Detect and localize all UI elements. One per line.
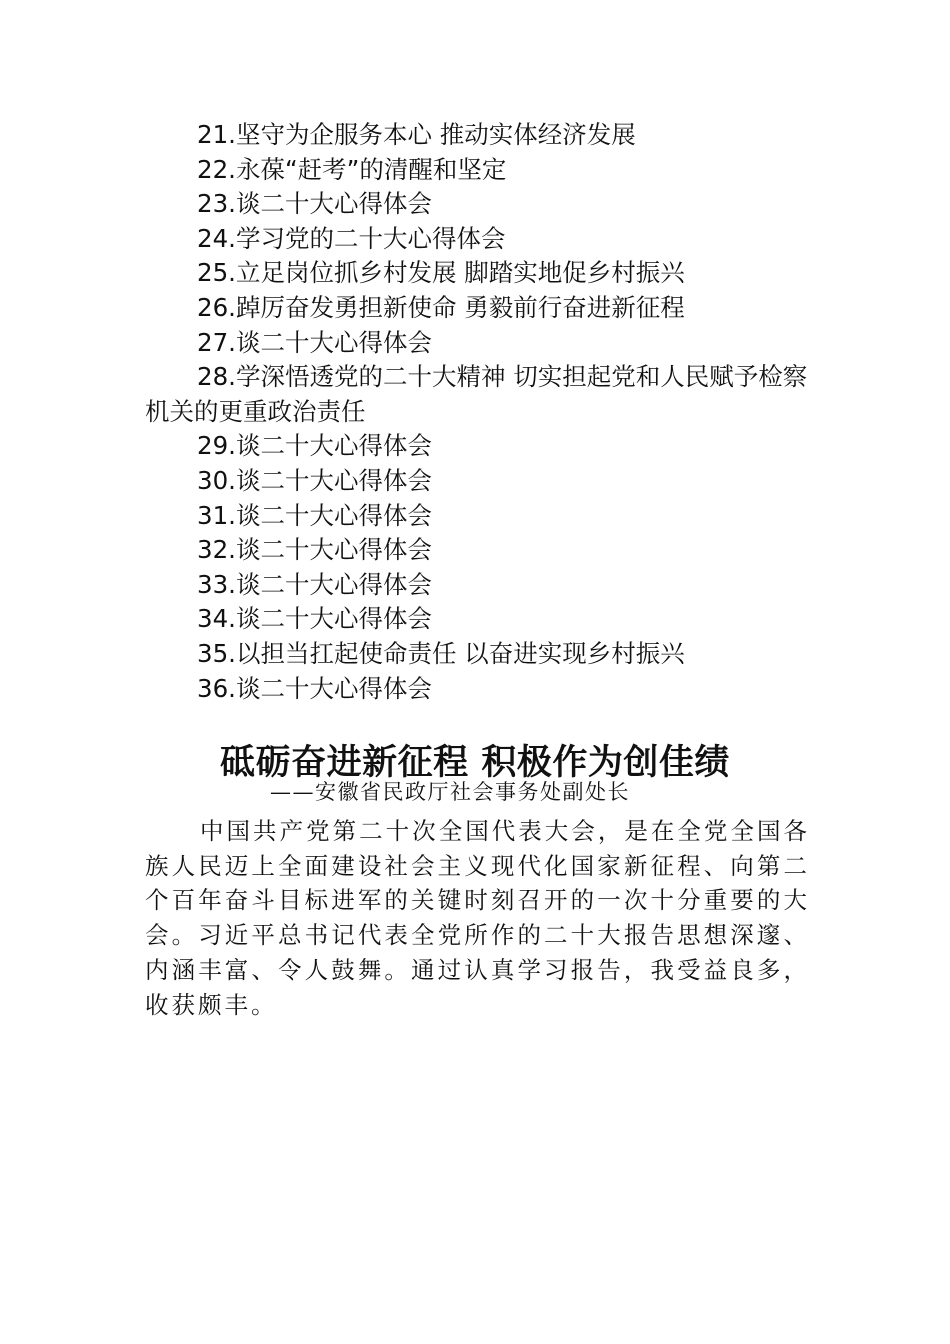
toc-item: 30.谈二十大心得体会 bbox=[197, 465, 432, 495]
toc-item: 35.以担当扛起使命责任 以奋进实现乡村振兴 bbox=[197, 638, 685, 668]
toc-item: 33.谈二十大心得体会 bbox=[197, 569, 432, 599]
toc-item: 22.永葆“赶考”的清醒和坚定 bbox=[197, 154, 507, 184]
toc-item: 24.学习党的二十大心得体会 bbox=[197, 223, 506, 253]
toc-item: 36.谈二十大心得体会 bbox=[197, 673, 432, 703]
toc-item: 29.谈二十大心得体会 bbox=[197, 431, 432, 461]
article-paragraph: 中国共产党第二十次全国代表大会，是在全党全国各族人民迈上全面建设社会主义现代化国家新征程、向第二个百年奋斗目标进军的关键时刻召开的一次十分重要的大会。习近平总书记代表全党所作的二十大报告思想深邃、内涵丰富、令人鼓舞。通过认真学习报告，我受益良多，收获颇丰。 bbox=[145, 817, 810, 1019]
toc-item: 28.学深悟透党的二十大精神 切实担起党和人民赋予检察机关的更重政治责任 bbox=[145, 362, 808, 426]
toc-item: 34.谈二十大心得体会 bbox=[197, 604, 432, 634]
toc-item: 27.谈二十大心得体会 bbox=[197, 327, 432, 357]
article-byline: ——安徽省民政厅社会事务处副处长 bbox=[270, 780, 630, 804]
toc-item: 25.立足岗位抓乡村发展 脚踏实地促乡村振兴 bbox=[197, 258, 685, 288]
toc-item: 21.坚守为企服务本心 推动实体经济发展 bbox=[197, 120, 636, 149]
table-of-contents bbox=[145, 118, 810, 706]
toc-item: 32.谈二十大心得体会 bbox=[197, 535, 432, 565]
article-title: 砥砺奋进新征程 积极作为创佳绩 bbox=[220, 742, 730, 784]
toc-item: 31.谈二十大心得体会 bbox=[197, 500, 432, 530]
toc-item: 23.谈二十大心得体会 bbox=[197, 189, 432, 219]
toc-item: 26.踔厉奋发勇担新使命 勇毅前行奋进新征程 bbox=[197, 292, 685, 322]
